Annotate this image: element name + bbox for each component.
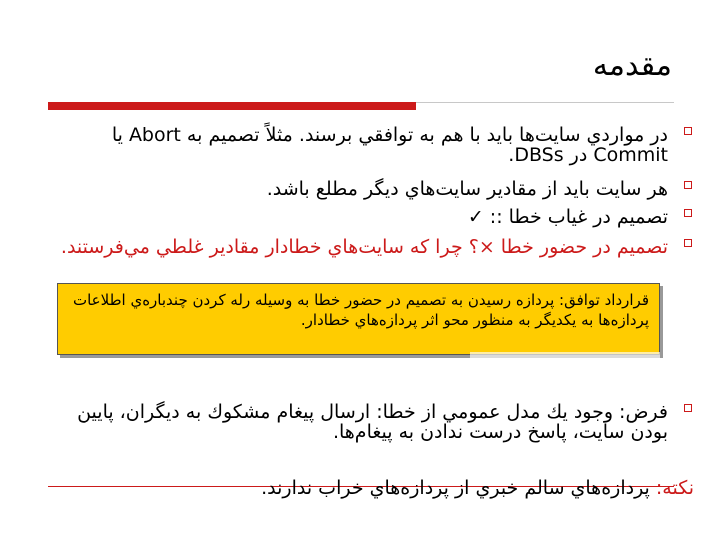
callout-box: [57, 283, 660, 355]
callout-text: قرارداد توافق: پردازه رسيدن به تصميم در حضور خطا به وسيله رله كردن چندباره‌ي اطلاعات پردازه‌ها به يكديگر به منظور محو اثر پردازه‌هاي خطادار.: [72, 291, 649, 329]
callout-overflow-fade: [470, 352, 660, 367]
bullet-item-highlighted: [50, 237, 668, 257]
note-text: پردازه‌هاي سالم خبري از پردازه‌هاي خراب ندارند.: [261, 477, 656, 499]
note-line: [261, 478, 694, 498]
title-accent-bar: [48, 102, 416, 110]
square-bullet-icon: [684, 209, 692, 217]
bullet-text: در مواردي سايت‌ها بايد با هم به توافقي برسند. مثلاً تصميم به Abort يا Commit در DBSs.: [111, 124, 668, 166]
bullet-text: تصميم در غياب خطا :: ✓: [467, 206, 668, 228]
bullet-item: [50, 125, 668, 165]
square-bullet-icon: [684, 404, 692, 412]
bullet-text: فرض: وجود يك مدل عمومي از خطا: ارسال پيغام مشكوك به ديگران، پايين بودن سايت، پاسخ درست ندادن به پيغام‌ها.: [77, 401, 668, 443]
square-bullet-icon: [684, 239, 692, 247]
square-bullet-icon: [684, 127, 692, 135]
note-label: نكته:: [655, 477, 694, 499]
bullet-item: [50, 207, 668, 227]
bullet-item: [50, 179, 668, 199]
slide-title: مقدمه: [592, 48, 672, 83]
square-bullet-icon: [684, 181, 692, 189]
bullet-text: هر سايت بايد از مقادير سايت‌هاي ديگر مطلع باشد.: [266, 178, 668, 200]
bullet-item: [68, 402, 668, 442]
bullet-text: تصميم در حضور خطا ×؟ چرا كه سايت‌هاي خطادار مقادير غلطي مي‌فرستند.: [60, 236, 668, 258]
